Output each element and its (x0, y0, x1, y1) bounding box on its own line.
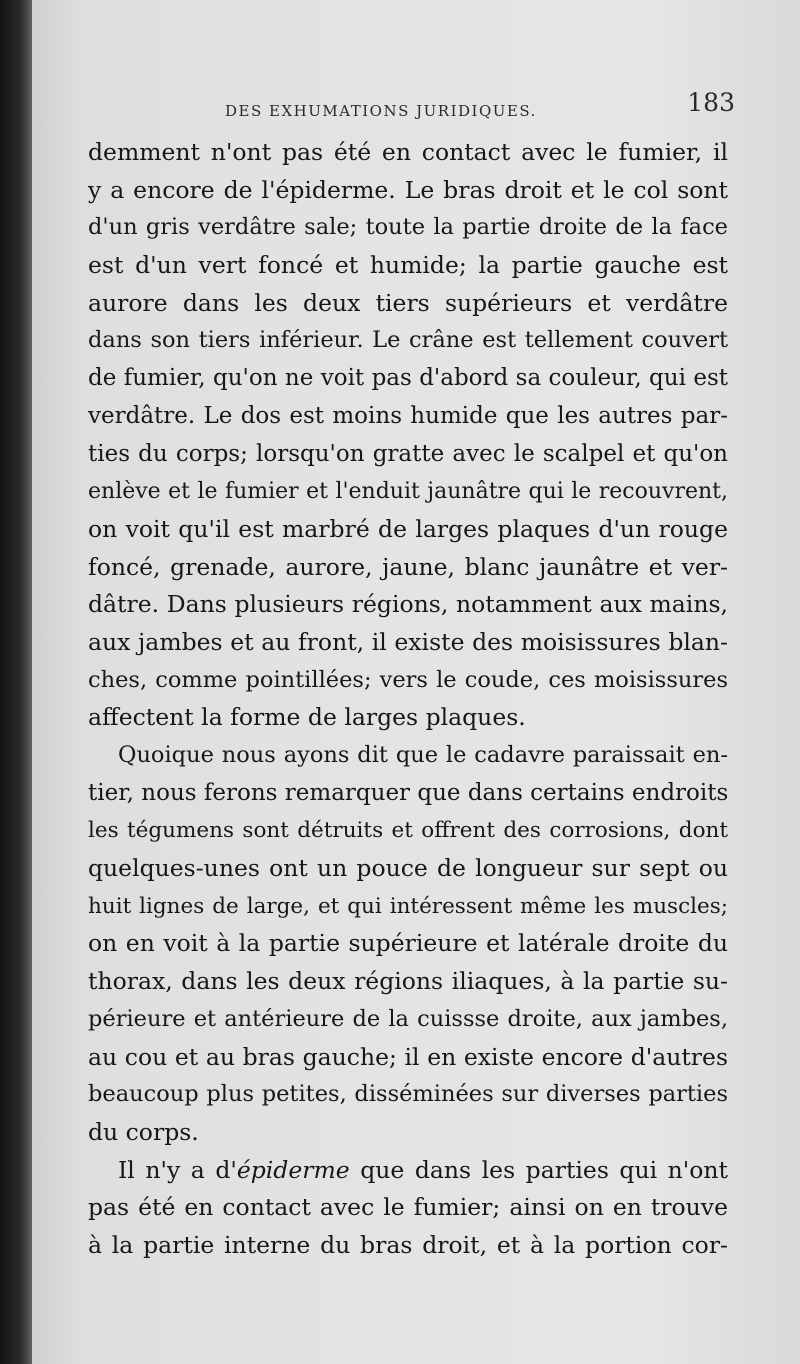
text-line: les tégumens sont détruits et offrent des corrosions, dont (88, 818, 728, 844)
running-title: DES EXHUMATIONS JURIDIQUES. (225, 102, 537, 120)
text-line: on en voit à la partie supérieure et latérale droite du (88, 929, 728, 958)
text-run: Il n'y a d' (118, 1155, 237, 1184)
italic-term: épiderme (236, 1155, 350, 1184)
text-line: dans son tiers inférieur. Le crâne est tellement couvert (88, 327, 728, 354)
page-header (200, 88, 740, 118)
paragraph-2 (88, 737, 728, 1152)
text-line: verdâtre. Le dos est moins humide que les autres par- (88, 402, 728, 429)
text-line: huit lignes de large, et qui intéressent même les muscles; (88, 893, 728, 919)
book-gutter (0, 0, 34, 1364)
text-line: Quoique nous ayons dit que le cadavre paraissait en- (118, 742, 728, 768)
paragraph-1 (88, 134, 728, 737)
text-line (88, 1152, 728, 1190)
text-line: ties du corps; lorsqu'on gratte avec le scalpel et qu'on (88, 440, 728, 467)
text-line: y a encore de l'épiderme. Le bras droit et le col sont (88, 175, 728, 204)
text-line: quelques-unes ont un pouce de longueur sur sept ou (88, 854, 728, 883)
text-line: affectent la forme de larges plaques. (88, 703, 526, 732)
text-line: tier, nous ferons remarquer que dans certains endroits (88, 779, 729, 806)
text-line: aurore dans les deux tiers supérieurs et verdâtre (88, 288, 728, 317)
text-line: on voit qu'il est marbré de larges plaques d'un rouge (88, 514, 728, 543)
paragraph-3 (88, 1152, 728, 1265)
text-line: dâtre. Dans plusieurs régions, notamment aux mains, (88, 590, 728, 619)
text-line: de fumier, qu'on ne voit pas d'abord sa couleur, qui est (88, 365, 728, 392)
text-line: demment n'ont pas été en contact avec le fumier, il (88, 138, 728, 166)
text-line: à la partie interne du bras droit, et à la portion cor- (88, 1230, 728, 1259)
text-line: pas été en contact avec le fumier; ainsi on en trouve (88, 1193, 728, 1222)
text-line: au cou et au bras gauche; il en existe encore d'autres (88, 1042, 728, 1071)
text-line: enlève et le fumier et l'enduit jaunâtre qui le recouvrent, (88, 479, 728, 505)
text-line: d'un gris verdâtre sale; toute la partie droite de la face (88, 214, 728, 241)
text-line: périeure et antérieure de la cuissse droite, aux jambes, (88, 1005, 728, 1032)
text-line: est d'un vert foncé et humide; la partie gauche est (88, 251, 728, 280)
text-line: beaucoup plus petites, disséminées sur diverses parties (88, 1081, 728, 1108)
text-line: du corps. (88, 1117, 199, 1146)
text-line: foncé, grenade, aurore, jaune, blanc jaunâtre et ver- (88, 552, 728, 581)
body-text (88, 134, 728, 1265)
text-line: ches, comme pointillées; vers le coude, ces moisissures (88, 666, 728, 693)
text-run: que dans les parties qui n'ont (349, 1155, 728, 1184)
text-line: aux jambes et au front, il existe des moisissures blan- (88, 627, 728, 656)
page-number: 183 (687, 88, 735, 117)
text-line: thorax, dans les deux régions iliaques, à la partie su- (88, 967, 728, 996)
